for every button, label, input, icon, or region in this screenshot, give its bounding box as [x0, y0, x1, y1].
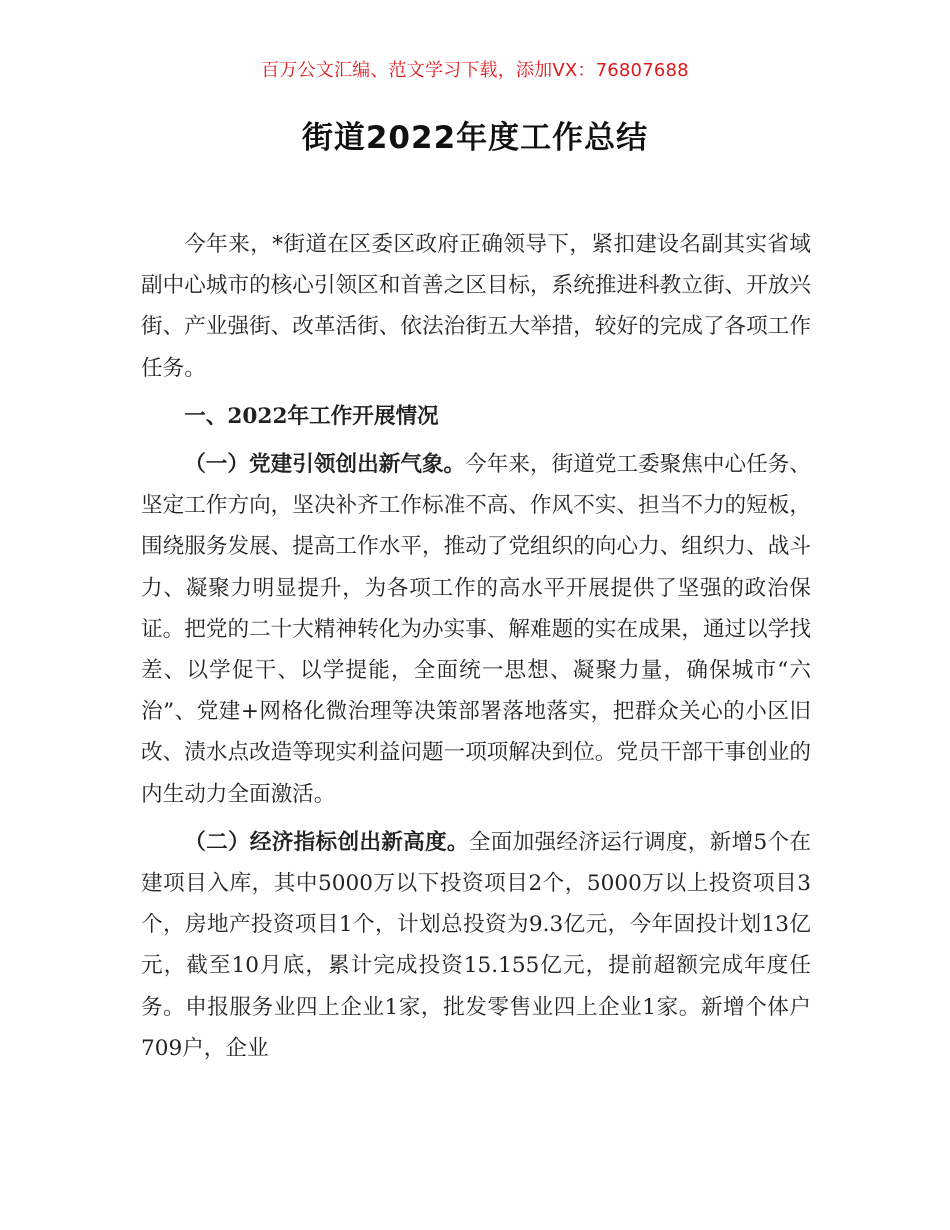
section-heading-1: 一、2022年工作开展情况 — [184, 403, 439, 429]
header-download-note: 百万公文汇编、范文学习下载，添加VX：76807688 — [261, 60, 689, 81]
item-1-lead: （一）党建引领创出新气象。 — [184, 452, 466, 478]
document-title: 街道2022年度工作总结 — [301, 120, 649, 156]
item-2-body: 全面加强经济运行调度，新增5个在建项目入库，其中5000万以下投资项目2个，5000万以上投资项目3个，房地产投资项目1个，计划总投资为9.3亿元，今年固投计划13亿元，截至10月底，累计完成投资15.155亿元，提前超额完成年度任务。申报服务业四上企业1家，批发零售业四上企业1家。新增个体户709户，企业 — [141, 829, 811, 1061]
item-2-lead: （二）经济指标创出新高度。 — [184, 829, 469, 855]
item-2-paragraph — [141, 822, 811, 1069]
item-1-paragraph — [141, 444, 811, 815]
document-body — [141, 224, 811, 1076]
item-1-body: 今年来，街道党工委聚焦中心任务、坚定工作方向，坚决补齐工作标准不高、作风不实、担当不力的短板，围绕服务发展、提高工作水平，推动了党组织的向心力、组织力、战斗力、凝聚力明显提升，为各项工作的高水平开展提供了坚强的政治保证。把党的二十大精神转化为办实事、解难题的实在成果，通过以学找差、以学促干、以学提能，全面统一思想、凝聚力量，确保城市“六治”、党建+网格化微治理等决策部署落地落实，把群众关心的小区旧改、渍水点改造等现实利益问题一项项解决到位。党员干部干事创业的内生动力全面激活。 — [141, 452, 811, 807]
intro-paragraph: 今年来，*街道在区委区政府正确领导下，紧扣建设名副其实省域副中心城市的核心引领区和首善之区目标，系统推进科教立街、开放兴街、产业强街、改革活街、依法治街五大举措，较好的完成了各项工作任务。 — [141, 232, 811, 381]
